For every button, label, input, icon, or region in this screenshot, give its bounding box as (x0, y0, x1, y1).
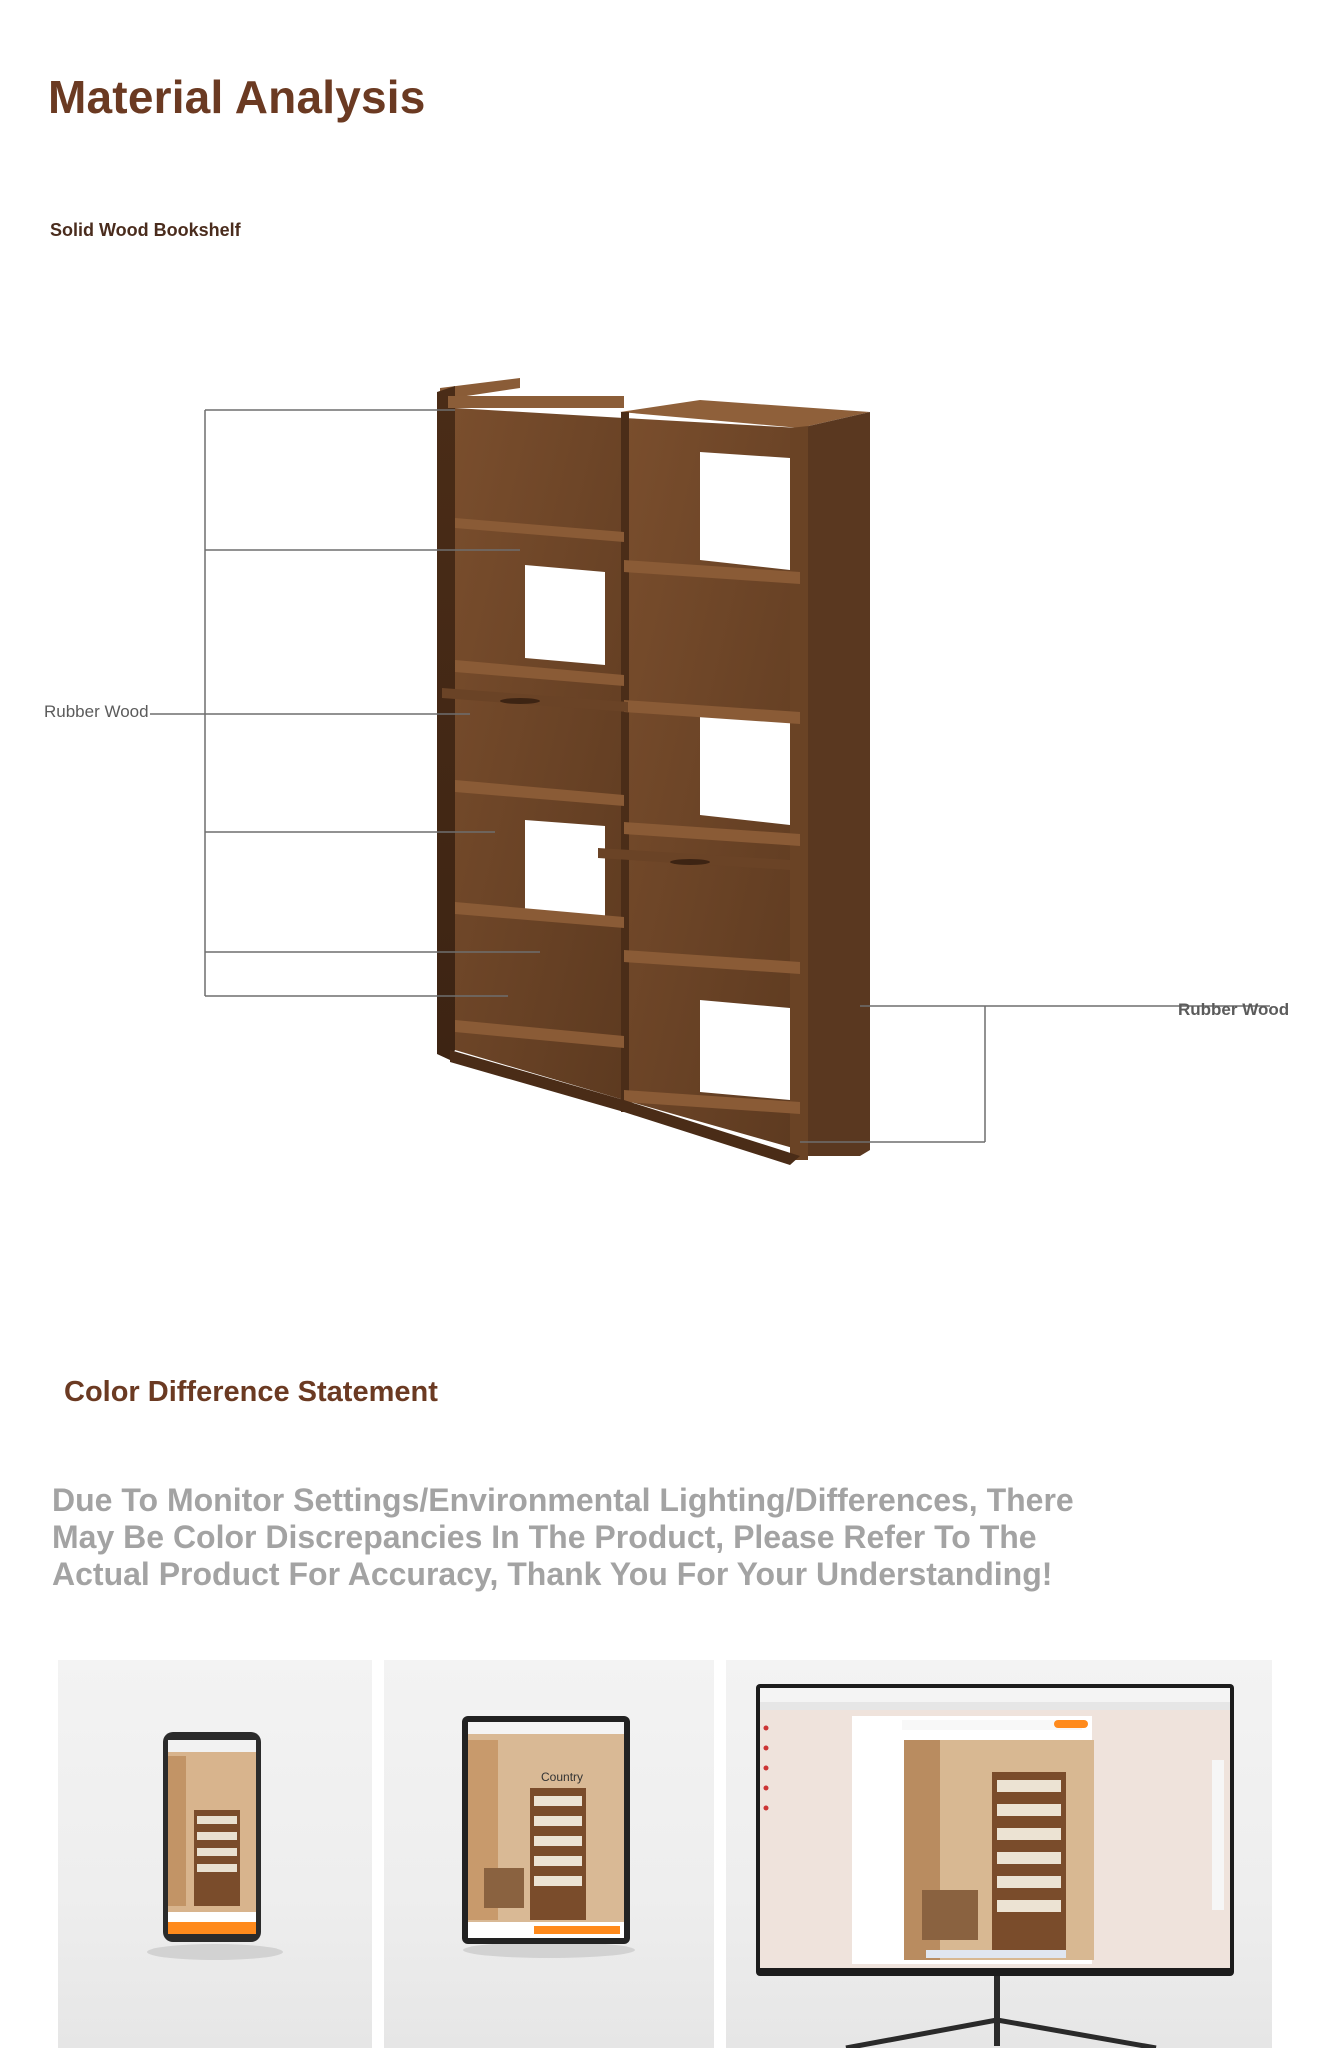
left-material-label: Rubber Wood (44, 702, 149, 721)
right-callout-lines (800, 1006, 1270, 1142)
product-subtitle: Solid Wood Bookshelf (50, 220, 241, 240)
bookshelf-illustration (437, 378, 870, 1165)
tablet-caption: Country (541, 1770, 584, 1784)
right-material-label: Rubber Wood (1178, 1000, 1290, 1019)
phone-illustration (58, 1660, 372, 2048)
tablet-illustration (384, 1660, 714, 2048)
monitor-illustration (726, 1660, 1272, 2048)
monitor-panel (726, 1660, 1272, 2048)
tablet-panel (384, 1660, 714, 2048)
color-difference-heading: Color Difference Statement (64, 1376, 438, 1408)
bookshelf-diagram (0, 360, 1322, 1180)
page-title: Material Analysis (48, 71, 426, 123)
color-difference-statement: Due To Monitor Settings/Environmental Lighting/Differences, There May Be Color Discrepancies In The Product, Please Refer To The Actual Product For Accuracy, Thank You For Your Understanding! (52, 1482, 1074, 1592)
phone-panel (58, 1660, 372, 2048)
